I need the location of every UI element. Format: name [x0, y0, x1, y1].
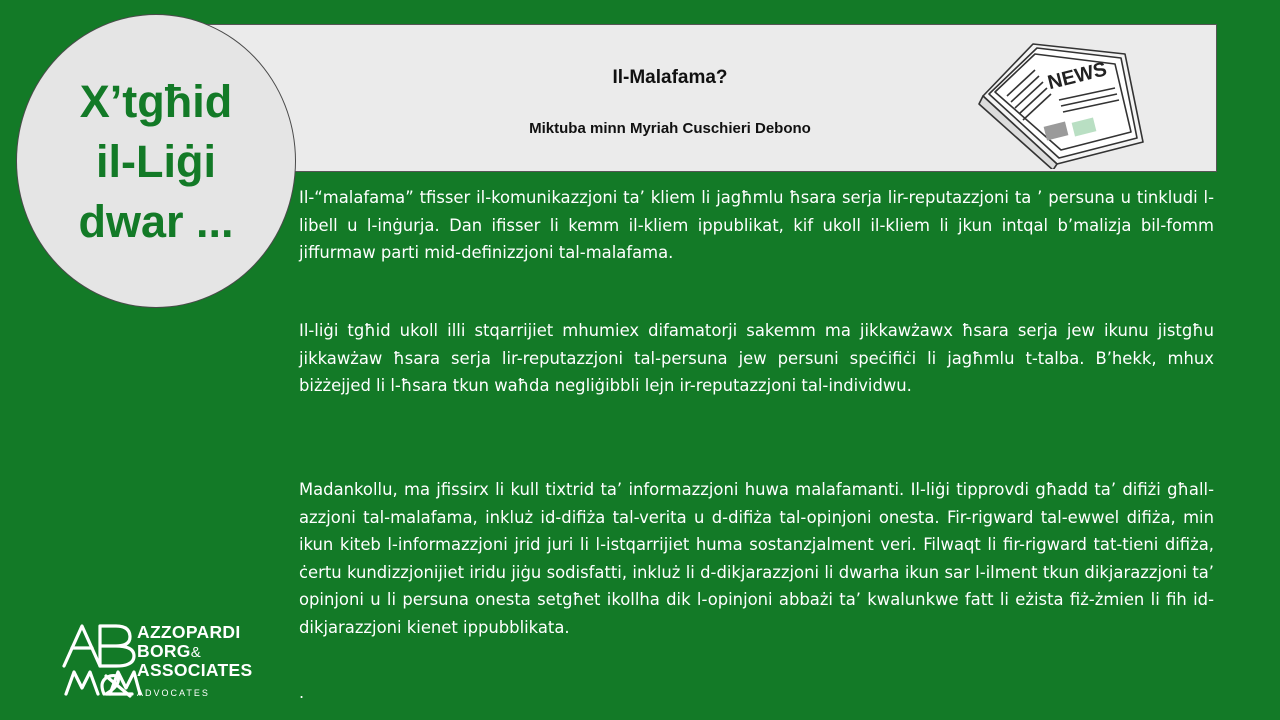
logo-text-advocates: ADVOCATES — [137, 688, 210, 698]
logo-text-borg-word: BORG — [137, 641, 191, 661]
body-paragraph-2: Il-liġi tgħid ukoll illi stqarrijiet mhumiex difamatorji sakemm ma jikkawżawx ħsara serja jew ikunu jistgħu jikkawżaw ħsara serja lir-reputazzjoni tal-persuna jew persuni speċifiċi li jagħmlu t-talba. B’hekk, mhux biżżejjed li l-ħsara tkun waħda negliġibbli lejn ir-reputazzjoni tal-individwu. — [299, 321, 1214, 395]
body-paragraph-3: Madankollu, ma jfissirx li kull tixtrid ta’ informazzjoni huwa malafamanti. Il-liġi tipprovdi għadd ta’ difiżi għall-azzjoni tal-malafama, inkluż id-difiża tal-verita u d-difiża tal-opinjoni onesta. Fir-rigward tal-ewwel difiża, min ikun kiteb l-informazzjoni jrid juri li l-istqarrijiet huma sostanzjalment veri. Filwaqt li fir-rigward tat-tieni difiża, ċertu kundizzjonijiet iridu jiġu sodisfatti, inkluż li d-dikjarazzjoni li dwarha ikun sar l-ilment tkun dikjarazzjoni ta’ opinjoni u li persuna onesta setgħet ikollha dik l-opinjoni abbażi ta’ kwalunkwe fatt li eżista fiż-żmien li fih id-dikjarazzjoni kienet ippubblikata. — [299, 480, 1214, 637]
article-author: Miktuba minn Myriah Cuschieri Debono — [529, 120, 811, 137]
newspaper-headline: NEWS — [1045, 58, 1110, 95]
series-title: X’tgħid il-Liġi dwar ... — [78, 76, 234, 247]
trailing-bullet: . — [299, 683, 305, 702]
logo-ampersand: & — [190, 644, 202, 661]
logo-text-azzopardi: AZZOPARDI — [137, 622, 241, 642]
article-title: Il-Malafama? — [612, 67, 728, 88]
body-paragraph-1: Il-“malafama” tfisser il-komunikazzjoni ta’ kliem li jagħmlu ħsara serja lir-reputazzjoni ta ’ persuna u tinkludi l-libell u l-inġurja. Dan ifisser li kemm il-kliem ippublikat, kif ukoll il-kliem li jkun intqal b’malizja bil-fomm jiffurmaw parti mid-definizzjoni tal-malafama. — [299, 188, 1214, 262]
logo-text-associates: ASSOCIATES — [137, 660, 253, 680]
logo-text-borg — [137, 641, 201, 662]
newspaper-icon — [975, 24, 1155, 169]
